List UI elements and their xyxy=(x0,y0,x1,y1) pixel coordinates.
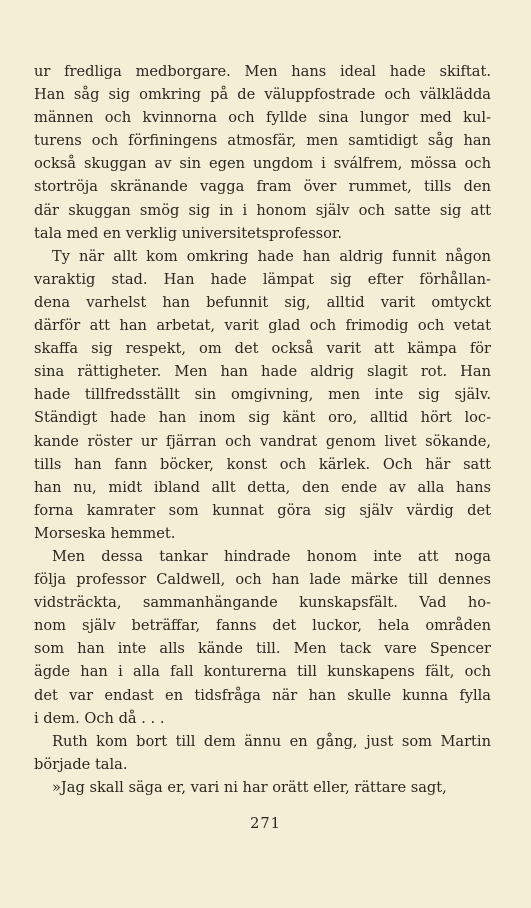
page-number: 271 xyxy=(250,815,281,832)
text-line: i dem. Och då . . . xyxy=(34,709,165,727)
text-line: ur fredliga medborgare. Men hans ideal hade skiftat. xyxy=(34,63,491,80)
text-line: Men dessa tankar hindrade honom inte att noga xyxy=(52,547,491,565)
text-line: han nu, midt ibland allt detta, den ende av alla hans xyxy=(34,478,491,496)
text-line: vidsträckta, sammanhängande kunskapsfält. Vad ho- xyxy=(34,594,491,612)
text-line: därför att han arbetat, varit glad och frimodig och vetat xyxy=(34,317,491,335)
text-line: ägde han i alla fall konturerna till kunskapens fält, och xyxy=(34,663,491,681)
text-line: följa professor Caldwell, och han lade märke till dennes xyxy=(34,571,491,589)
text-line: »Jag skall säga er, vari ni har orätt eller, rättare sagt, xyxy=(52,778,447,796)
text-line: turens och förfiningens atmosfär, men samtidigt såg han xyxy=(34,132,491,150)
text-line: Ständigt hade han inom sig känt oro, alltid hört loc- xyxy=(34,409,491,427)
text-line: forna kamrater som kunnat göra sig själv värdig det xyxy=(34,501,491,519)
text-line: Ruth kom bort till dem ännu en gång, just som Martin xyxy=(52,732,491,750)
text-line: sina rättigheter. Men han hade aldrig slagit rot. Han xyxy=(34,363,491,381)
book-page-text xyxy=(34,60,491,799)
text-line: stortröja skränande vagga fram över rummet, tills den xyxy=(34,178,491,196)
paragraph xyxy=(34,60,491,245)
text-line: varaktig stad. Han hade lämpat sig efter förhållan- xyxy=(34,270,491,288)
text-line: där skuggan smög sig in i honom själv och satte sig att xyxy=(34,201,491,219)
text-line: Ty när allt kom omkring hade han aldrig funnit någon xyxy=(52,247,491,265)
text-line: hade tillfredsställt sin omgivning, men inte sig själv. xyxy=(34,386,491,404)
paragraph xyxy=(34,730,491,776)
text-line: nom själv beträffar, fanns det luckor, hela områden xyxy=(34,617,491,635)
paragraph xyxy=(34,776,491,799)
text-line: också skuggan av sin egen ungdom i sválfrem, mössa och xyxy=(34,155,491,173)
text-line: skaffa sig respekt, om det också varit att kämpa för xyxy=(34,340,491,358)
text-line: kande röster ur fjärran och vandrat genom livet sökande, xyxy=(34,432,491,450)
text-line: dena varhelst han befunnit sig, alltid varit omtyckt xyxy=(34,293,491,311)
text-line: männen och kvinnorna och fyllde sina lungor med kul- xyxy=(34,109,491,127)
text-line: började tala. xyxy=(34,755,128,773)
text-line: tills han fann böcker, konst och kärlek. Och här satt xyxy=(34,455,491,473)
paragraph xyxy=(34,245,491,545)
paragraph xyxy=(34,545,491,730)
text-line: som han inte alls kände till. Men tack vare Spencer xyxy=(34,640,491,658)
text-line: Morseska hemmet. xyxy=(34,524,176,542)
text-line: Han såg sig omkring på de väluppfostrade och välklädda xyxy=(34,86,491,104)
text-line: tala med en verklig universitetsprofessor. xyxy=(34,224,342,242)
text-line: det var endast en tidsfråga när han skulle kunna fylla xyxy=(34,686,491,704)
